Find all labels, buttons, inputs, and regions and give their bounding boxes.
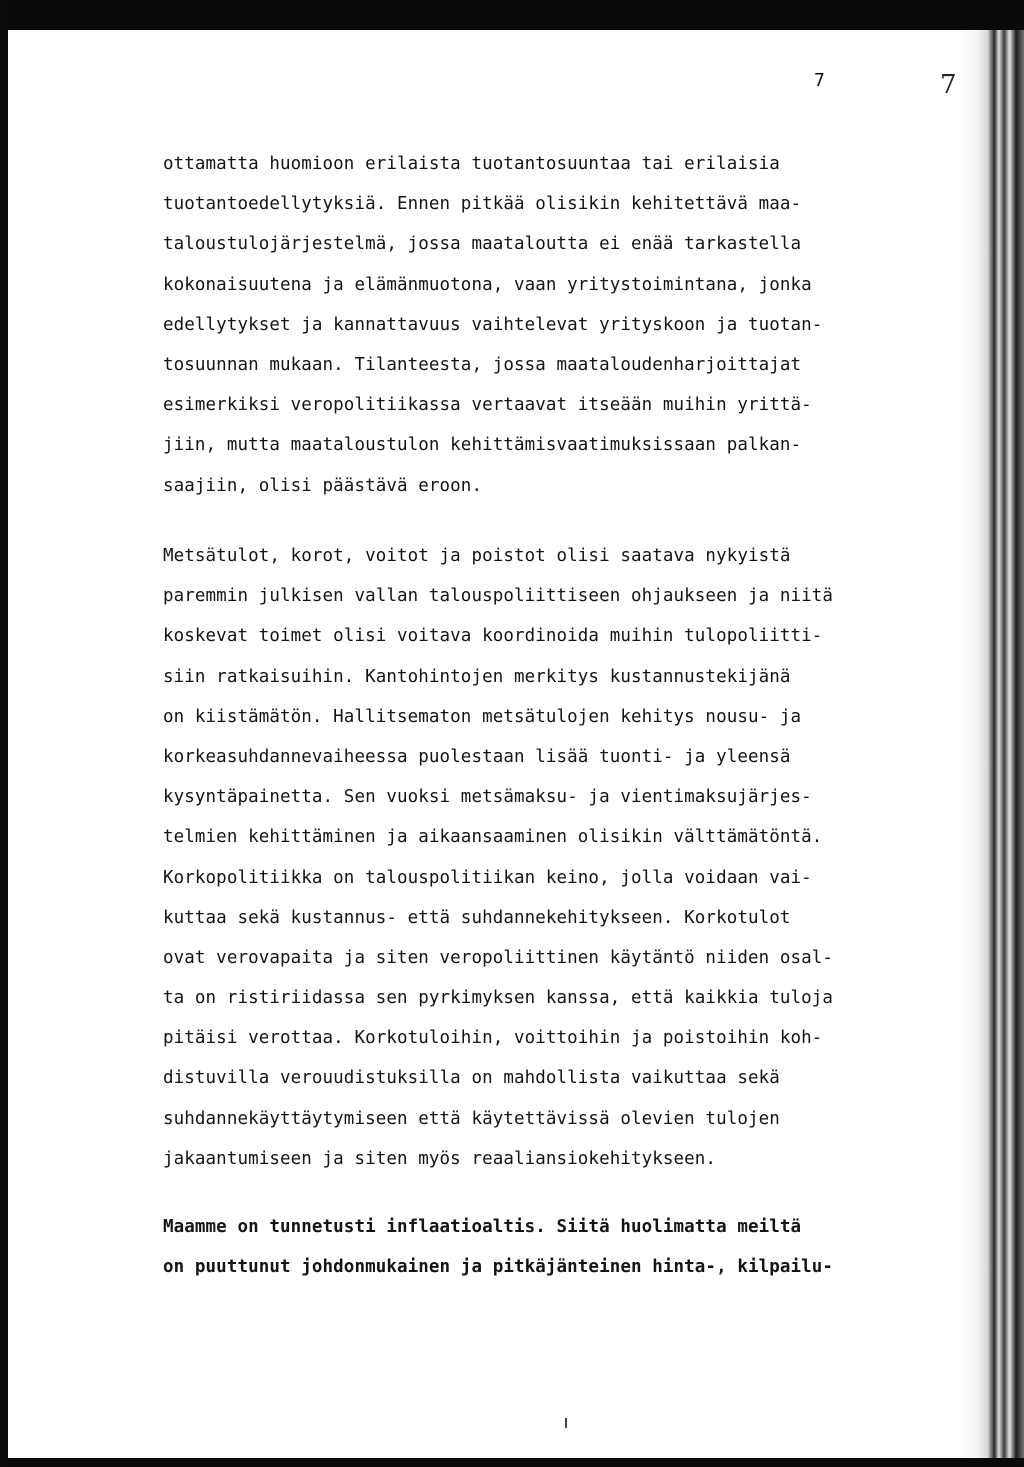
scan-speck: [565, 1418, 567, 1428]
text-line: ta on ristiriidassa sen pyrkimyksen kanssa, että kaikkia tuloja: [163, 988, 834, 1009]
text-line: kysyntäpainetta. Sen vuoksi metsämaksu- ja vientimaksujärjes-: [163, 787, 812, 808]
text-line: paremmin julkisen vallan talouspoliittiseen ohjaukseen ja niitä: [163, 586, 834, 607]
paragraph-1: [163, 144, 903, 506]
text-line: Korkopolitiikka on talouspolitiikan keino, jolla voidaan vai-: [163, 867, 812, 888]
paragraph-3: [163, 1207, 903, 1287]
text-line: jakaantumiseen ja siten myös reaaliansiokehitykseen.: [163, 1148, 717, 1169]
text-line: taloustulojärjestelmä, jossa maataloutta ei enää tarkastella: [163, 234, 802, 255]
text-line: kuttaa sekä kustannus- että suhdannekehitykseen. Korkotulot: [163, 907, 791, 928]
text-line: ovat verovapaita ja siten veropoliittinen käytäntö niiden osal-: [163, 947, 834, 968]
text-line: saajiin, olisi päästävä eroon.: [163, 475, 483, 496]
text-line: koskevat toimet olisi voitava koordinoida muihin tulopoliitti-: [163, 626, 823, 647]
handwritten-page-mark: 7: [940, 70, 957, 100]
text-line: tosuunnan mukaan. Tilanteesta, jossa maataloudenharjoittajat: [163, 354, 802, 375]
text-line: telmien kehittäminen ja aikaansaaminen olisikin välttämätöntä.: [163, 827, 823, 848]
paragraph-2: [163, 536, 903, 1179]
text-line: korkeasuhdannevaiheessa puolestaan lisää tuonti- ja yleensä: [163, 746, 791, 767]
text-line: Metsätulot, korot, voitot ja poistot olisi saatava nykyistä: [163, 546, 791, 566]
text-line: distuvilla verouudistuksilla on mahdollista vaikuttaa sekä: [163, 1068, 780, 1089]
text-line: pitäisi verottaa. Korkotuloihin, voittoihin ja poistoihin koh-: [163, 1028, 823, 1049]
text-line: on kiistämätön. Hallitsematon metsätulojen kehitys nousu- ja: [163, 706, 802, 727]
text-line: siin ratkaisuihin. Kantohintojen merkitys kustannustekijänä: [163, 666, 791, 687]
text-line: jiin, mutta maataloustulon kehittämisvaatimuksissaan palkan-: [163, 435, 802, 456]
text-line: Maamme on tunnetusti inflaatioaltis. Siitä huolimatta meiltä: [163, 1217, 802, 1237]
text-line: on puuttunut johdonmukainen ja pitkäjänteinen hinta-, kilpailu-: [163, 1257, 834, 1278]
page-number: 7: [814, 70, 825, 91]
text-line: esimerkiksi veropolitiikassa vertaavat itseään muihin yrittä-: [163, 395, 812, 416]
text-line: ottamatta huomioon erilaista tuotantosuuntaa tai erilaisia: [163, 154, 780, 174]
text-line: tuotantoedellytyksiä. Ennen pitkää olisikin kehitettävä maa-: [163, 194, 802, 215]
scan-bottom-border: [8, 1458, 1024, 1467]
page-stack-edge: [958, 30, 1024, 1467]
text-line: suhdannekäyttäytymiseen että käytettävissä olevien tulojen: [163, 1108, 780, 1129]
text-line: kokonaisuutena ja elämänmuotona, vaan yritystoimintana, jonka: [163, 274, 812, 295]
text-line: edellytykset ja kannattavuus vaihtelevat yrityskoon ja tuotan-: [163, 314, 823, 335]
scan-top-border: [8, 0, 1024, 30]
